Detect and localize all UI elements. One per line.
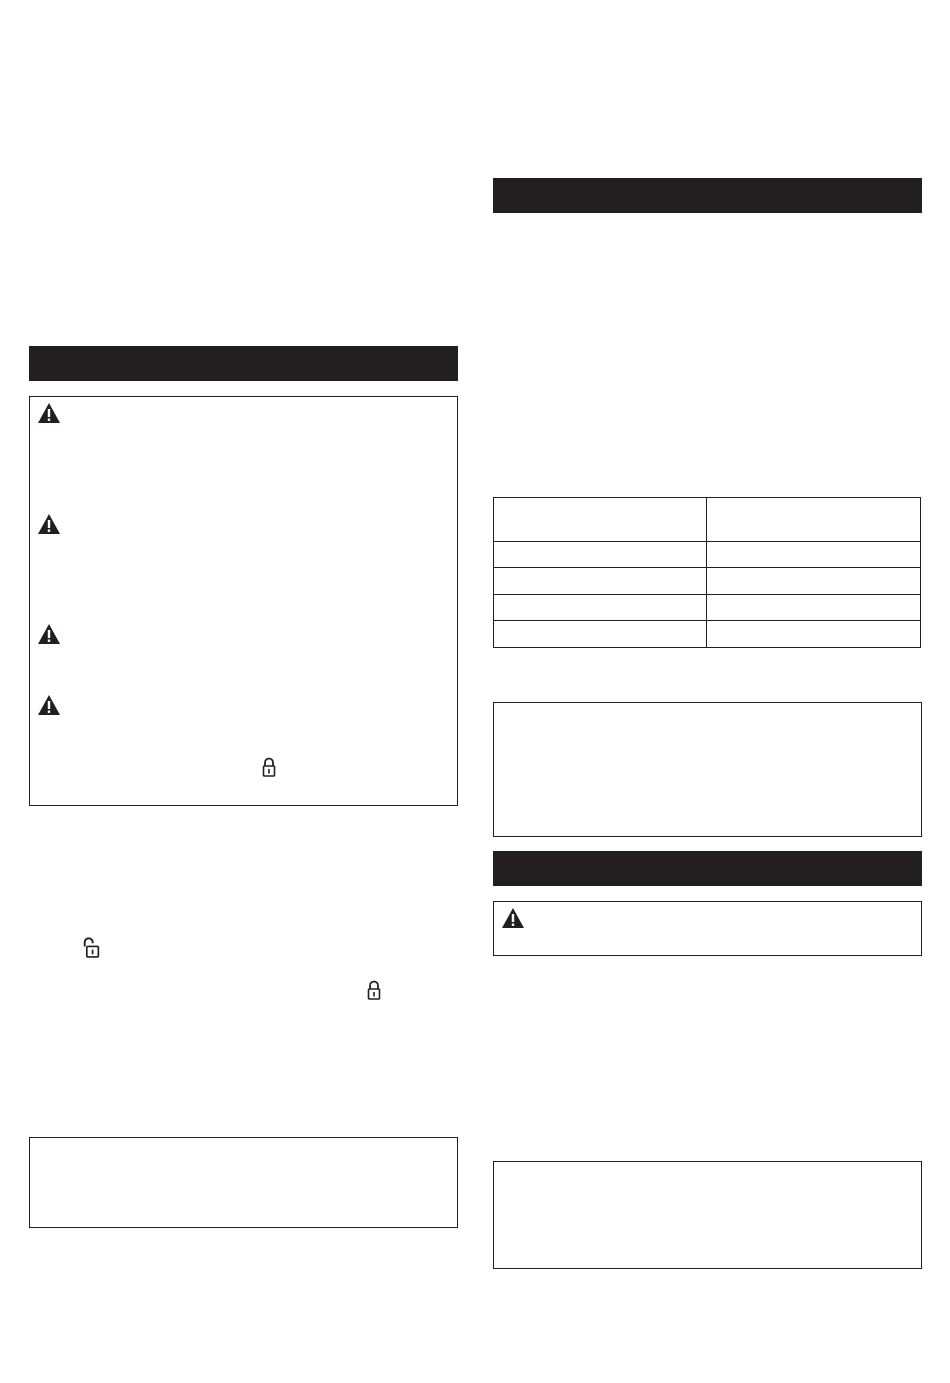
table-cell (707, 541, 921, 568)
section-title-right-2 (493, 851, 922, 867)
table-cell (707, 621, 921, 648)
section-header-bar-right-2 (493, 851, 922, 886)
lock-open-icon (82, 937, 100, 958)
section-header-bar-left (29, 346, 458, 381)
table-cell (707, 594, 921, 621)
section-title-left (29, 346, 458, 362)
lock-closed-icon (262, 757, 276, 777)
section-header-bar-right-1 (493, 178, 922, 213)
table-cell (494, 621, 707, 648)
warning-triangle-icon (37, 694, 61, 716)
table-cell (707, 568, 921, 595)
table-row (494, 568, 921, 595)
warning-triangle-icon (37, 513, 61, 535)
note-box-right-1 (493, 702, 922, 837)
note-box-right-2 (493, 1161, 922, 1269)
table-cell (494, 541, 707, 568)
table-cell (494, 594, 707, 621)
table-row (494, 541, 921, 568)
table-header-cell (707, 498, 921, 542)
table-header-cell (494, 498, 707, 542)
table-row (494, 594, 921, 621)
lock-closed-icon (367, 980, 381, 1000)
table-cell (494, 568, 707, 595)
table-row (494, 621, 921, 648)
table-header-row (494, 498, 921, 542)
warning-triangle-icon (37, 623, 61, 645)
specification-table (493, 497, 921, 648)
section-title-right-1 (493, 178, 922, 194)
warning-box-left (29, 396, 458, 806)
warning-triangle-icon (37, 402, 61, 424)
note-box-left (29, 1137, 458, 1228)
warning-box-right (493, 901, 922, 956)
warning-triangle-icon (501, 907, 525, 929)
